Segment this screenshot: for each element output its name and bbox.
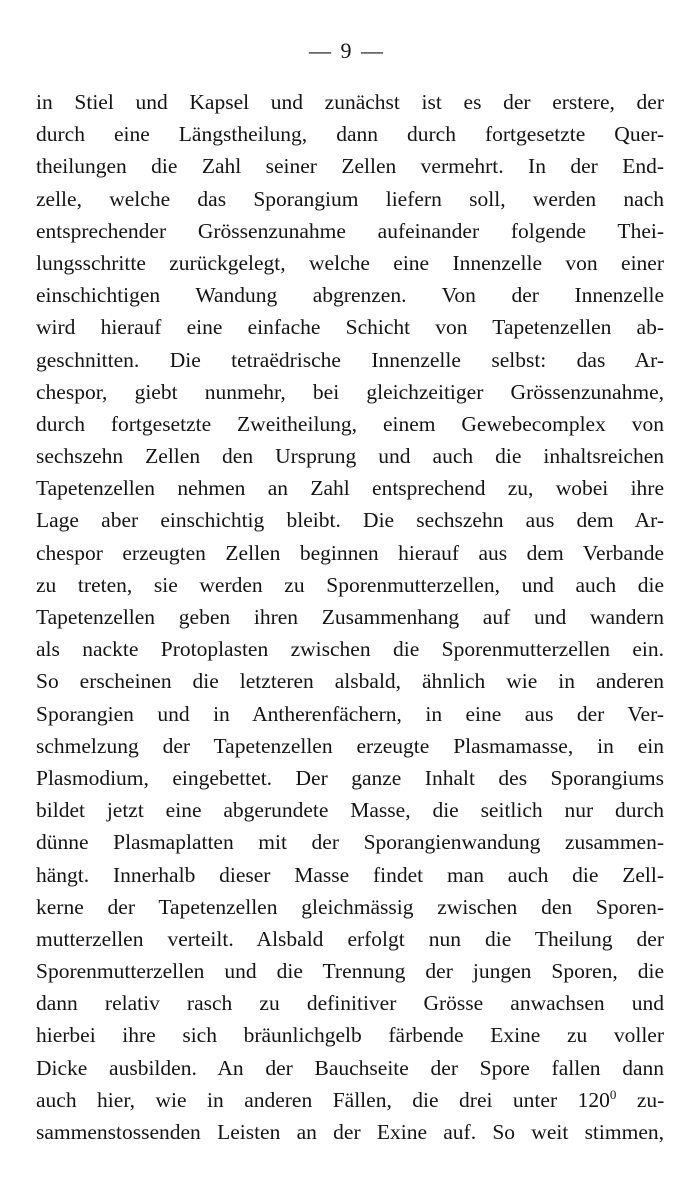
text-line: theilungen die Zahl seiner Zellen vermehrt. In der End-: [36, 154, 664, 179]
text-line: sammenstossenden Leisten an der Exine auf. So weit stimmen,: [36, 1120, 664, 1144]
text-line: dünne Plasmaplatten mit der Sporangienwandung zusammen-: [36, 830, 664, 855]
text-line: dann relativ rasch zu definitiver Grösse anwachsen und: [36, 991, 664, 1016]
text-line: Sporenmutterzellen und die Trennung der jungen Sporen, die: [36, 959, 664, 984]
degree-superscript: 0: [609, 1086, 617, 1102]
text-line: schmelzung der Tapetenzellen erzeugte Plasmamasse, in ein: [36, 733, 664, 758]
text-line-with-superscript: [36, 1084, 664, 1116]
text-line: wird hierauf eine einfache Schicht von Tapetenzellen ab-: [36, 315, 664, 340]
text-line: lungsschritte zurückgelegt, welche eine Innenzelle von einer: [36, 250, 664, 275]
text-line: geschnitten. Die tetraëdrische Innenzelle selbst: das Ar-: [36, 347, 664, 372]
text-line: Sporangien und in Antherenfächern, in eine aus der Ver-: [36, 701, 664, 726]
text-line: durch fortgesetzte Zweitheilung, einem Gewebecomplex von: [36, 411, 664, 436]
text-line: chespor, giebt nunmehr, bei gleichzeitiger Grössenzunahme,: [36, 379, 664, 404]
body-text: [36, 86, 664, 1148]
text-line: zelle, welche das Sporangium liefern soll, werden nach: [36, 186, 664, 211]
text-line: Lage aber einschichtig bleibt. Die sechszehn aus dem Ar-: [36, 508, 664, 533]
text-line: als nackte Protoplasten zwischen die Sporenmutterzellen ein.: [36, 637, 664, 662]
text-line: kerne der Tapetenzellen gleichmässig zwischen den Sporen-: [36, 894, 664, 919]
text-line: Tapetenzellen geben ihren Zusammenhang auf und wandern: [36, 605, 664, 629]
text-line: bildet jetzt eine abgerundete Masse, die seitlich nur durch: [36, 798, 664, 823]
text-line-tail: zu-: [616, 1087, 665, 1112]
text-line: entsprechender Grössenzunahme aufeinander folgende Thei-: [36, 218, 664, 243]
text-line-main: auch hier, wie in anderen Fällen, die drei unter 120: [36, 1087, 610, 1112]
text-line: mutterzellen verteilt. Alsbald erfolgt nun die Theilung der: [36, 926, 664, 951]
text-line: Tapetenzellen nehmen an Zahl entsprechend zu, wobei ihre: [36, 476, 664, 501]
text-line: Plasmodium, eingebettet. Der ganze Inhalt des Sporangiums: [36, 765, 664, 790]
text-line: chespor erzeugten Zellen beginnen hierauf aus dem Verbande: [36, 540, 664, 565]
text-line: So erscheinen die letzteren alsbald, ähnlich wie in anderen: [36, 669, 664, 694]
text-line: hängt. Innerhalb dieser Masse findet man auch die Zell-: [36, 862, 664, 887]
text-line: zu treten, sie werden zu Sporenmutterzellen, und auch die: [36, 572, 664, 597]
text-line: hierbei ihre sich bräunlichgelb färbende Exine zu voller: [36, 1023, 664, 1048]
text-line: in Stiel und Kapsel und zunächst ist es der erstere, der: [36, 90, 664, 114]
text-line: Dicke ausbilden. An der Bauchseite der Spore fallen dann: [36, 1055, 664, 1080]
text-line: durch eine Längstheilung, dann durch fortgesetzte Quer-: [36, 122, 664, 147]
text-line: sechszehn Zellen den Ursprung und auch die inhaltsreichen: [36, 444, 664, 469]
page-number-header: — 9 —: [309, 38, 385, 63]
text-line: einschichtigen Wandung abgrenzen. Von der Innenzelle: [36, 283, 664, 308]
